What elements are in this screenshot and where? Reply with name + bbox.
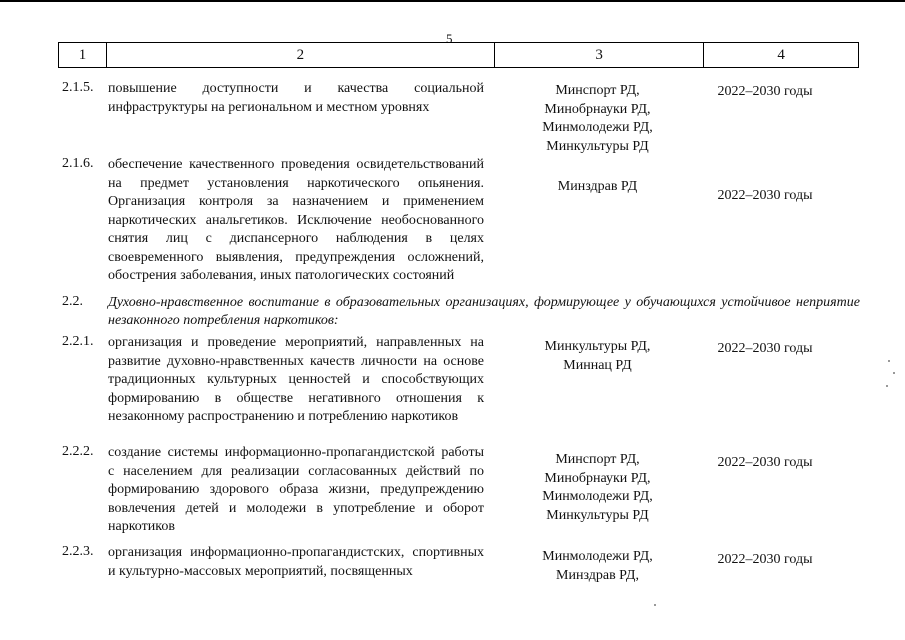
row-period: 2022–2030 годы xyxy=(717,552,813,567)
row-number: 2.2.1. xyxy=(62,334,94,349)
column-header-3: 3 xyxy=(495,43,704,67)
row-period: 2022–2030 годы xyxy=(717,188,813,203)
executor: Минмолодежи РД, xyxy=(542,549,653,564)
row-description: организация информационно-пропагандистских, спортивных и культурно-массовых мероприятий, посвященных xyxy=(108,545,484,579)
executor: Минкультуры РД xyxy=(546,507,649,523)
executor: Минкультуры РД xyxy=(546,138,649,154)
scan-top-border xyxy=(0,0,905,2)
executor: Минмолодежи РД, xyxy=(542,120,653,135)
executor: Минмолодежи РД, xyxy=(542,489,653,504)
row-number: 2.2.3. xyxy=(62,544,94,559)
executor: Минздрав РД, xyxy=(556,567,639,583)
row-number: 2.1.6. xyxy=(62,156,94,171)
column-header-4: 4 xyxy=(777,47,785,63)
section-title: Духовно-нравственное воспитание в образовательных организациях, формирующее у обучающихся устойчивое неприятие незаконного потребления наркотиков: xyxy=(108,295,860,328)
executor: Минспорт РД, xyxy=(555,83,640,98)
row-executors xyxy=(515,548,680,585)
row-executors xyxy=(515,451,680,525)
row-executors xyxy=(515,178,680,197)
row-description: создание системы информационно-пропагандистской работы с населением для реализации согласованных действий по формированию здорового образа жизни, предупреждению вовлечения детей и молодежи в употребление и оборот наркотиков xyxy=(108,445,484,534)
row-executors xyxy=(515,338,680,375)
row-number: 2.1.5. xyxy=(62,80,94,95)
executor: Минобрнауки РД, xyxy=(544,470,651,486)
row-period: 2022–2030 годы xyxy=(717,341,813,356)
executor: Миннац РД xyxy=(563,357,632,373)
row-description: обеспечение качественного проведения освидетельствований на предмет установления наркотического опьянения. Организация контроля за назначением и применением наркотических анальгетиков. Исключение необоснованного снятия лиц с диспансерного наблюдения в целях своевременного выявления, предупреждения осложнений, обострения заболевания, иных патологических состояний xyxy=(108,157,484,283)
section-number: 2.2. xyxy=(62,294,83,309)
executor: Минздрав РД xyxy=(557,179,638,194)
row-period: 2022–2030 годы xyxy=(717,84,813,99)
page-number: 5 xyxy=(446,31,453,46)
row-description: повышение доступности и качества социальной инфраструктуры на региональном и местном уровнях xyxy=(108,81,484,115)
scan-speck xyxy=(654,604,656,606)
scan-speck xyxy=(888,360,890,362)
executor: Минспорт РД, xyxy=(555,452,640,467)
column-header-row xyxy=(58,42,859,68)
executor: Минобрнауки РД, xyxy=(544,101,651,117)
row-description: организация и проведение мероприятий, направленных на развитие духовно-нравственных качеств личности на основе традиционных культурных ценностей и способствующих формированию в обществе негативного отношения к незаконному распространению и потреблению наркотиков xyxy=(108,335,484,424)
scan-speck xyxy=(893,372,895,374)
column-header-2: 2 xyxy=(107,43,495,67)
executor: Минкультуры РД, xyxy=(544,339,651,354)
row-period: 2022–2030 годы xyxy=(717,455,813,470)
row-executors xyxy=(515,82,680,156)
column-header-1: 1 xyxy=(59,43,107,67)
scan-speck xyxy=(886,385,888,387)
row-number: 2.2.2. xyxy=(62,444,94,459)
